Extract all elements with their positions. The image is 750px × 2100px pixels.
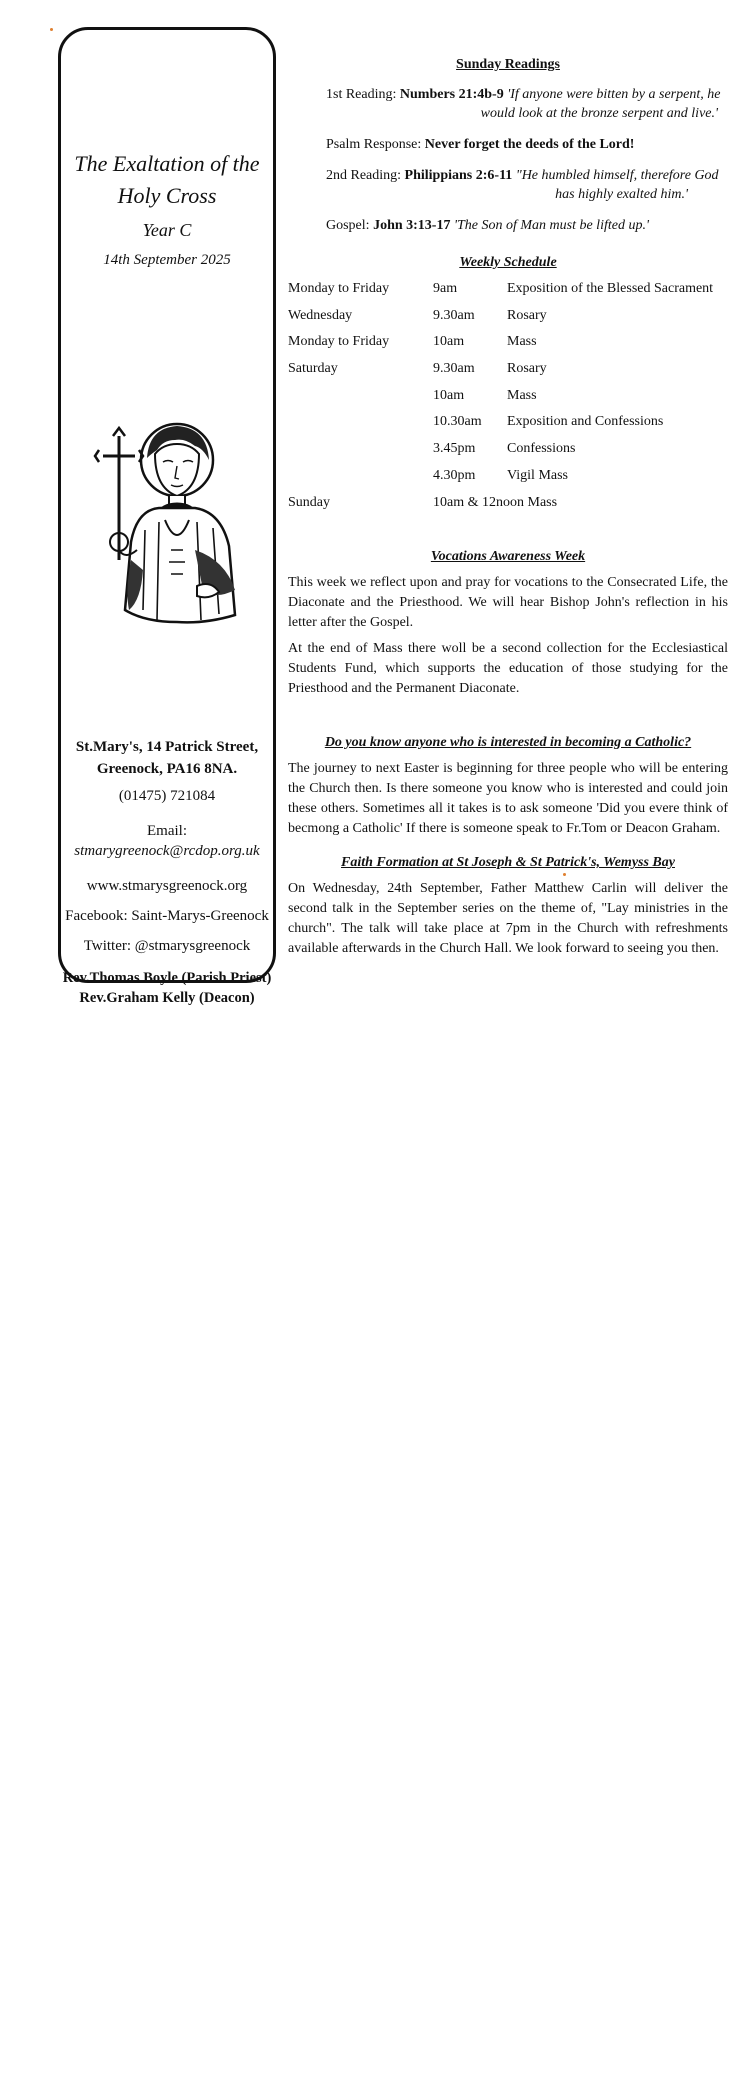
schedule-day — [288, 386, 433, 413]
schedule-row — [288, 279, 727, 306]
reading-reference: John 3:13-17 — [373, 218, 451, 233]
schedule-event: Mass — [507, 334, 537, 350]
vocations-paragraph: This week we reflect upon and pray for vocations to the Consecrated Life, the Diaconate and the Priesthood. We will hear Bishop John's reflection in his letter after the Gospel. — [288, 575, 728, 630]
schedule-time: 10am & 12noon Mass — [433, 494, 558, 510]
second-reading — [326, 166, 728, 204]
schedule-day: Sunday — [288, 494, 330, 510]
schedule-row — [288, 439, 727, 466]
sunday-readings-section — [288, 55, 728, 235]
schedule-row — [288, 412, 727, 439]
reading-prefix: 1st Reading: — [326, 87, 397, 102]
bulletin-date: 14th September 2025 — [103, 252, 231, 268]
address-line2: Greenock, PA16 8NA. — [96, 761, 238, 777]
schedule-time: 10am — [433, 387, 465, 403]
phone-number: (01475) 721084 — [118, 788, 216, 804]
twitter-handle[interactable]: Twitter: @stmarysgreenock — [83, 938, 251, 954]
schedule-event: Vigil Mass — [507, 467, 568, 483]
speck-mark — [50, 28, 53, 31]
schedule-time: 3.45pm — [433, 441, 476, 457]
feast-title-line1: The Exaltation of the — [74, 151, 260, 176]
reading-reference: Numbers 21:4b-9 — [399, 87, 504, 102]
reading-quote: 'The Son of Man must be lifted up.' — [453, 218, 649, 233]
psalm-response — [326, 135, 728, 154]
schedule-time: 10am — [433, 334, 465, 350]
schedule-time: 4.30pm — [433, 467, 476, 483]
schedule-event: Rosary — [507, 361, 547, 377]
schedule-time: 10.30am — [433, 414, 482, 430]
reading-quote-cont: has highly exalted him.' — [555, 187, 688, 202]
reading-quote: 'If anyone were bitten by a serpent, he — [507, 87, 721, 102]
schedule-row — [288, 332, 727, 359]
gospel-reading — [326, 216, 728, 235]
schedule-time: 9.30am — [433, 307, 475, 323]
saint-illustration — [85, 410, 253, 630]
clergy-names — [61, 968, 273, 1008]
collection-paragraph: At the end of Mass there woll be a second collection for the Ecclesiastical Students Fund, which supports the education of those studying for the Priesthood and the Permanent Diaconate. — [288, 641, 728, 696]
deacon: Rev.Graham Kelly (Deacon) — [79, 990, 255, 1006]
schedule-row — [288, 466, 727, 493]
schedule-day: Monday to Friday — [288, 281, 390, 296]
sidebar-panel — [58, 27, 276, 1006]
reading-quote: "He humbled himself, therefore God — [515, 168, 719, 183]
section-heading: Weekly Schedule — [459, 255, 557, 270]
schedule-day — [288, 412, 433, 439]
schedule-time: 9.30am — [433, 361, 475, 377]
schedule-day: Saturday — [288, 361, 338, 377]
church-address — [61, 736, 273, 780]
reading-prefix: Psalm Response: — [326, 137, 422, 152]
schedule-day: Wednesday — [288, 307, 353, 323]
vocations-section — [288, 547, 728, 699]
schedule-row — [288, 386, 727, 413]
section-heading: Faith Formation at St Joseph & St Patrick's, Wemyss Bay — [341, 855, 675, 870]
schedule-event: Exposition of the Blessed Sacrament — [507, 281, 714, 296]
schedule-event: Confessions — [507, 441, 576, 457]
facebook-handle[interactable]: Facebook: Saint-Marys-Greenock — [65, 908, 269, 924]
schedule-row — [288, 306, 727, 333]
faith-formation-paragraph: On Wednesday, 24th September, Father Matthew Carlin will deliver the second talk in the September series on the theme of, "Lay ministries in the church". The talk will take place at 7pm in the Church with refreshments available afterwards in the Church Hall. We look forward to seeing you then. — [288, 881, 728, 956]
schedule-time: 9am — [433, 281, 458, 296]
reading-prefix: 2nd Reading: — [326, 168, 402, 183]
becoming-catholic-paragraph: The journey to next Easter is beginning for three people who will be entering the Church then. Is there someone you know who is interested and could join these others. Sometimes all it takes is to ask someone 'Did you evere think of becmong a Catholic' If there is someone speak to Fr.Tom or Deacon Graham. — [288, 761, 728, 836]
liturgical-year: Year C — [142, 220, 192, 240]
schedule-table — [288, 279, 727, 519]
schedule-day — [288, 466, 433, 493]
reading-quote-cont: would look at the bronze serpent and live.' — [480, 106, 718, 121]
email-label: Email: — [147, 823, 187, 839]
schedule-event: Mass — [507, 387, 537, 403]
reading-prefix: Gospel: — [326, 218, 370, 233]
email-address[interactable]: stmarygreenock@rcdop.org.uk — [74, 843, 260, 859]
faith-formation-section — [288, 853, 728, 959]
feast-title-line2: Holy Cross — [117, 183, 217, 208]
section-heading: Sunday Readings — [456, 57, 560, 72]
psalm-text: Never forget the deeds of the Lord! — [424, 137, 635, 152]
schedule-row — [288, 359, 727, 386]
feast-title — [61, 148, 273, 212]
section-heading: Vocations Awareness Week — [430, 549, 586, 564]
section-heading: Do you know anyone who is interested in becoming a Catholic? — [324, 735, 692, 750]
schedule-day: Monday to Friday — [288, 334, 390, 350]
schedule-day — [288, 439, 433, 466]
schedule-event: Rosary — [507, 307, 547, 323]
address-line1: St.Mary's, 14 Patrick Street, — [75, 739, 259, 755]
first-reading — [326, 85, 728, 123]
weekly-schedule-section — [288, 253, 728, 519]
website-link[interactable]: www.stmarysgreenock.org — [86, 878, 248, 894]
becoming-catholic-section — [288, 733, 728, 839]
schedule-row — [288, 493, 727, 520]
reading-reference: Philippians 2:6-11 — [404, 168, 513, 183]
parish-priest: Rev.Thomas Boyle (Parish Priest) — [62, 970, 272, 986]
schedule-event: Exposition and Confessions — [507, 414, 664, 430]
